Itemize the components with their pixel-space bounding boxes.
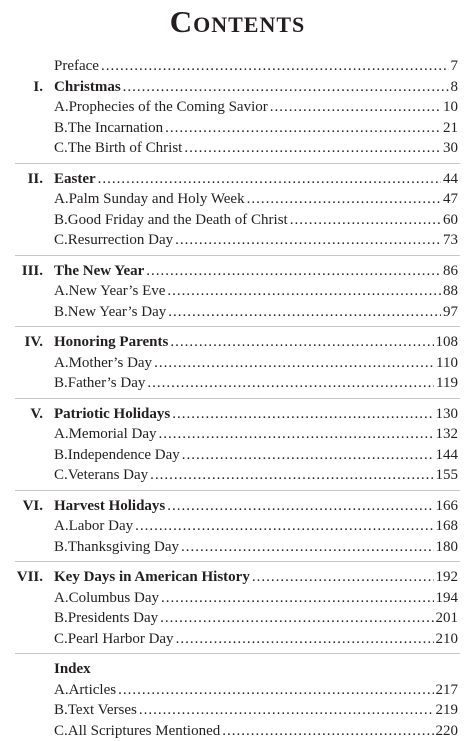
section-item[interactable]	[0, 230, 475, 250]
entry-row	[54, 608, 458, 628]
entry-row	[54, 189, 458, 209]
page-number: 8	[450, 78, 458, 95]
section-divider	[15, 561, 460, 562]
index-item[interactable]	[0, 721, 475, 741]
page-number: 21	[443, 119, 458, 136]
entry-label: Columbus Day	[68, 589, 160, 606]
section-item[interactable]	[0, 281, 475, 301]
leader-dots	[150, 465, 433, 485]
entry-label: Patriotic Holidays	[54, 405, 171, 422]
leader-dots	[139, 700, 434, 720]
entry-label: Palm Sunday and Holy Week	[68, 191, 245, 207]
section-heading[interactable]	[0, 404, 475, 424]
leader-dots	[167, 281, 441, 301]
entry-row	[54, 353, 458, 373]
entry-label: Labor Day	[68, 518, 134, 534]
section-divider	[15, 326, 460, 327]
section-number: VII.	[16, 569, 43, 585]
entry-label: Honoring Parents	[54, 334, 169, 350]
leader-dots	[146, 261, 441, 281]
entry-label: Christmas	[54, 78, 121, 95]
entry-row	[54, 680, 458, 700]
entry-label: Prophecies of the Coming Savior	[68, 99, 268, 115]
item-letter: A.	[54, 99, 69, 115]
item-letter: A.	[54, 589, 69, 606]
entry-label: All Scriptures Mentioned	[67, 722, 221, 739]
leader-dots	[252, 567, 434, 587]
entry-label: Mother’s Day	[68, 354, 153, 371]
item-letter: A.	[54, 191, 69, 207]
page-number: 166	[435, 497, 458, 514]
page-number: 130	[435, 405, 458, 422]
entry-label: Memorial Day	[68, 426, 157, 442]
entry-label: Articles	[68, 681, 117, 698]
section-number: III.	[21, 262, 43, 279]
section-heading[interactable]	[0, 567, 475, 587]
leader-dots	[175, 230, 441, 250]
leader-dots	[147, 373, 434, 393]
leader-dots	[98, 169, 441, 189]
entry-row	[54, 332, 458, 352]
entry-label: The New Year	[54, 262, 145, 279]
page-number: 44	[443, 170, 458, 187]
item-letter: A.	[54, 518, 69, 534]
item-letter: C.	[54, 140, 68, 156]
section-number: VI.	[22, 497, 43, 514]
section-divider	[15, 255, 460, 256]
entry-row	[54, 118, 458, 138]
entry-row	[54, 567, 458, 587]
section-item[interactable]	[0, 629, 475, 649]
item-letter: B.	[54, 375, 68, 391]
leader-dots	[270, 97, 441, 117]
item-letter: B.	[54, 610, 68, 626]
entry-label: Text Verses	[67, 702, 137, 718]
entry-row	[54, 169, 458, 189]
toc-entry-preface[interactable]	[0, 56, 475, 76]
leader-dots	[181, 537, 434, 557]
section-heading[interactable]	[0, 77, 475, 97]
entry-row	[54, 302, 458, 322]
leader-dots	[176, 629, 434, 649]
section-heading[interactable]	[0, 261, 475, 281]
page-number: 201	[435, 610, 458, 626]
item-letter: B.	[54, 303, 68, 320]
index-heading-line	[0, 659, 475, 679]
entry-row	[54, 537, 458, 557]
leader-dots	[184, 138, 441, 158]
item-letter: C.	[54, 232, 68, 248]
section-item[interactable]	[0, 189, 475, 209]
entry-row	[54, 496, 458, 516]
page-number: 210	[435, 630, 458, 647]
section-item[interactable]	[0, 138, 475, 158]
entry-row	[54, 138, 458, 158]
entry-label: Thanksgiving Day	[67, 538, 179, 555]
page-number: 192	[435, 569, 458, 585]
page-number: 30	[443, 140, 458, 156]
section-item[interactable]	[0, 465, 475, 485]
index-heading: Index	[54, 661, 91, 677]
entry-label: New Year’s Eve	[68, 283, 166, 299]
entry-row	[54, 97, 458, 117]
entry-label: Resurrection Day	[67, 232, 174, 248]
entry-label: New Year’s Day	[67, 303, 167, 320]
page-number: 108	[435, 334, 458, 350]
leader-dots	[101, 56, 449, 76]
section-divider	[15, 490, 460, 491]
entry-row	[54, 77, 458, 97]
page-number: 47	[443, 191, 458, 207]
section-heading[interactable]	[0, 332, 475, 352]
section-number: I.	[33, 78, 43, 95]
entry-row	[54, 465, 458, 485]
entry-label: Good Friday and the Death of Christ	[67, 211, 288, 228]
entry-label: Easter	[54, 170, 96, 187]
entry-label: Pearl Harbor Day	[67, 630, 174, 647]
entry-label: Preface	[54, 58, 99, 74]
item-letter: B.	[54, 538, 68, 555]
leader-dots	[167, 496, 433, 516]
page-title: Contents	[169, 4, 306, 39]
section-heading[interactable]	[0, 496, 475, 516]
section-item[interactable]	[0, 445, 475, 465]
leader-dots	[118, 680, 433, 700]
page-number: 7	[450, 58, 458, 74]
leader-dots	[222, 721, 433, 741]
leader-dots	[182, 445, 434, 465]
entry-row	[54, 261, 458, 281]
page-number: 219	[435, 702, 458, 718]
page-number: 110	[436, 354, 458, 371]
section-divider	[15, 163, 460, 164]
item-letter: B.	[54, 119, 68, 136]
page-number: 132	[435, 426, 458, 442]
item-letter: A.	[54, 283, 69, 299]
entry-row	[54, 404, 458, 424]
section-item[interactable]	[0, 373, 475, 393]
item-letter: A.	[54, 681, 69, 698]
item-letter: B.	[54, 446, 68, 463]
index-item[interactable]	[0, 680, 475, 700]
entry-row	[54, 373, 458, 393]
page-number: 168	[435, 518, 458, 534]
item-letter: B.	[54, 702, 68, 718]
leader-dots	[161, 588, 433, 608]
page-number: 194	[435, 589, 458, 606]
section-item[interactable]	[0, 97, 475, 117]
section-item[interactable]	[0, 353, 475, 373]
entry-row	[54, 588, 458, 608]
page-number: 119	[436, 375, 458, 391]
page-number: 86	[443, 262, 458, 279]
entry-label: Key Days in American History	[54, 569, 250, 585]
entry-label: Veterans Day	[67, 467, 149, 483]
page-number: 220	[435, 722, 458, 739]
section-divider	[15, 653, 460, 654]
page-number: 180	[435, 538, 458, 555]
section-item[interactable]	[0, 608, 475, 628]
leader-dots	[168, 302, 441, 322]
page-number: 88	[443, 283, 458, 299]
item-letter: B.	[54, 211, 68, 228]
section-item[interactable]	[0, 424, 475, 444]
entry-label: Presidents Day	[67, 610, 159, 626]
item-letter: A.	[54, 354, 69, 371]
entry-label: Independence Day	[67, 446, 180, 463]
section-item[interactable]	[0, 118, 475, 138]
section-item[interactable]	[0, 302, 475, 322]
section-number: V.	[30, 405, 43, 422]
entry-label: The Birth of Christ	[67, 140, 183, 156]
entry-row	[54, 629, 458, 649]
leader-dots	[247, 189, 441, 209]
entry-row	[54, 424, 458, 444]
leader-dots	[158, 424, 433, 444]
page-number: 73	[443, 232, 458, 248]
entry-label: The Incarnation	[67, 119, 164, 136]
leader-dots	[160, 608, 433, 628]
entry-row	[54, 700, 458, 720]
entry-row	[54, 516, 458, 536]
section-number: IV.	[24, 334, 43, 350]
page-number: 155	[435, 467, 458, 483]
page-number: 97	[443, 303, 458, 320]
index-item[interactable]	[0, 700, 475, 720]
leader-dots	[290, 210, 441, 230]
entry-row	[54, 210, 458, 230]
entry-row	[54, 230, 458, 250]
section-number: II.	[27, 170, 43, 187]
section-item[interactable]	[0, 537, 475, 557]
leader-dots	[154, 353, 434, 373]
page-number: 60	[443, 211, 458, 228]
section-item[interactable]	[0, 210, 475, 230]
leader-dots	[135, 516, 433, 536]
page-number: 217	[435, 681, 458, 698]
item-letter: A.	[54, 426, 69, 442]
section-heading[interactable]	[0, 169, 475, 189]
entry-row	[54, 445, 458, 465]
leader-dots	[123, 77, 449, 97]
entry-label: Harvest Holidays	[54, 497, 166, 514]
entry-row	[54, 721, 458, 741]
leader-dots	[172, 404, 433, 424]
section-item[interactable]	[0, 516, 475, 536]
entry-row	[54, 281, 458, 301]
item-letter: C.	[54, 630, 68, 647]
entry-label: Father’s Day	[67, 375, 146, 391]
section-item[interactable]	[0, 588, 475, 608]
page-number: 10	[443, 99, 458, 115]
item-letter: C.	[54, 722, 68, 739]
leader-dots	[165, 118, 441, 138]
page-number: 144	[435, 446, 458, 463]
item-letter: C.	[54, 467, 68, 483]
section-divider	[15, 398, 460, 399]
leader-dots	[170, 332, 433, 352]
